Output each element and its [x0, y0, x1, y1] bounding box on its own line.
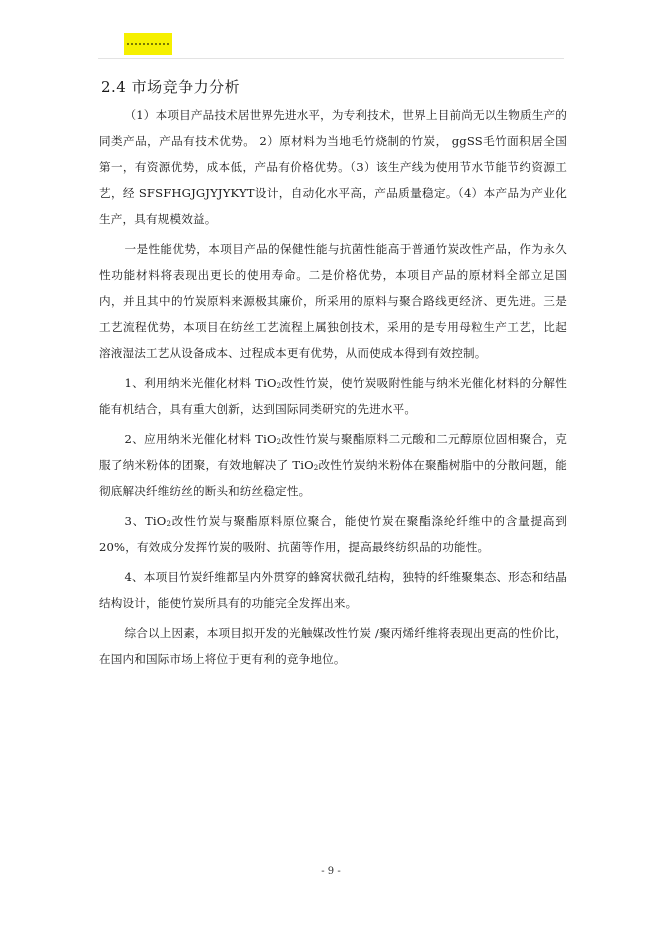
document-body	[99, 102, 567, 676]
header-logo-icon	[124, 33, 172, 55]
page-number: - 9 -	[321, 866, 341, 877]
header-divider	[98, 58, 564, 59]
paragraph-point-2: 2、应用纳米光催化材料 TiO$_2$改性竹炭与聚酯原料二元酸和二元醇原位固相聚合，克服了纳米粉体的团聚，有效地解决了 TiO$_2$改性竹炭纳米粉体在聚酯树脂中的分散问题，能彻底解决纤维纺丝的断头和纺丝稳定性。	[99, 432, 567, 498]
paragraph-point-4: 4、本项目竹炭纤维都呈内外贯穿的蜂窝状微孔结构，独特的纤维聚集态、形态和结晶结构设计，能使竹炭所具有的功能完全发挥出来。	[99, 570, 567, 610]
paragraph-point-3: 3、TiO$_2$改性竹炭与聚酯原料原位聚合，能使竹炭在聚酯涤纶纤维中的含量提高到 20%，有效成分发挥竹炭的吸附、抗菌等作用，提高最终纺织品的功能性。	[99, 514, 567, 554]
paragraph-conclusion: 综合以上因素，本项目拟开发的光触媒改性竹炭 /聚丙烯纤维将表现出更高的性价比，在国内和国际市场上将位于更有利的竞争地位。	[99, 626, 567, 666]
paragraph-performance-price-process: 一是性能优势，本项目产品的保健性能与抗菌性能高于普通竹炭改性产品，作为永久性功能材料将表现出更长的使用寿命。二是价格优势，本项目产品的原材料全部立足国内，并且其中的竹炭原料来源极其廉价，所采用的原料与聚合路线更经济、更先进。三是工艺流程优势，本项目在纺丝工艺流程上属独创技术，采用的是专用母粒生产工艺，比起溶液湿法工艺从设备成本、过程成本更有优势，从而使成本得到有效控制。	[99, 242, 567, 360]
paragraph-point-1: 1、利用纳米光催化材料 TiO$_2$改性竹炭，使竹炭吸附性能与纳米光催化材料的分解性能有机结合，具有重大创新，达到国际同类研究的先进水平。	[99, 376, 567, 416]
section-title: 2.4 市场竞争力分析	[101, 78, 241, 96]
paragraph-advantages-summary: （1）本项目产品技术居世界先进水平，为专利技术，世界上目前尚无以生物质生产的同类产品，产品有技术优势。 2）原材料为当地毛竹烧制的竹炭， ggSS毛竹面积居全国第一，有资源优势，成本低，产品有价格优势。（3）该生产线为使用节水节能节约资源工艺，经 SFSFHGJGJYJYKYT设计，自动化水平高，产品质量稳定。（4）本产品为产业化生产，具有规模效益。	[99, 108, 567, 226]
